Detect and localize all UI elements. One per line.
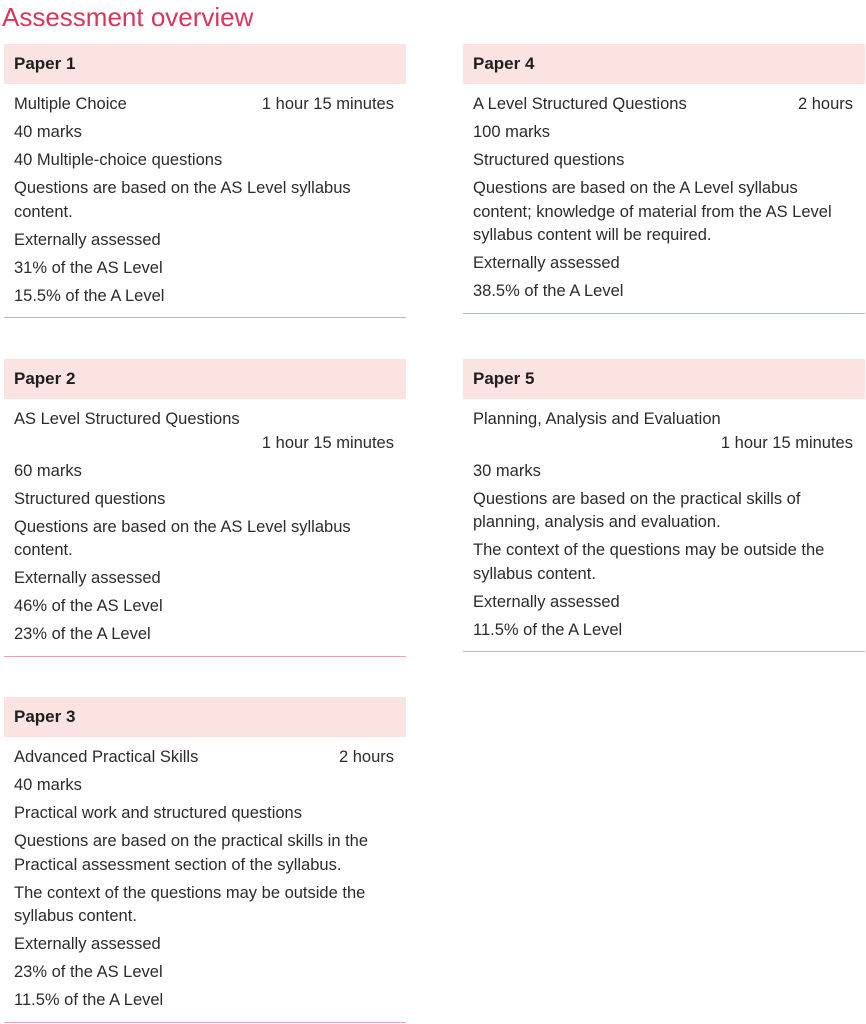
paper-assessment-mode: Externally assessed <box>473 592 620 611</box>
paper-4-card <box>463 44 865 314</box>
paper-name-row <box>473 408 853 455</box>
paper-details <box>4 737 406 1022</box>
paper-1-card <box>4 44 406 318</box>
paper-name: Planning, Analysis and Evaluation <box>473 410 721 428</box>
paper-duration: 2 hours <box>338 748 394 766</box>
paper-weighting-a: 11.5% of the A Level <box>473 620 623 639</box>
paper-content-note: Questions are based on the A Level syllabus content; knowledge of material from the AS Level syllabus content will be required. <box>473 179 832 244</box>
paper-content-note: Questions are based on the AS Level syllabus content. <box>14 179 351 221</box>
paper-weighting-a: 15.5% of the A Level <box>14 286 165 305</box>
paper-name-row <box>473 93 853 117</box>
paper-name: Advanced Practical Skills <box>14 748 199 766</box>
paper-content-note: Questions are based on the AS Level syllabus content. <box>14 517 351 559</box>
paper-2-card <box>4 359 406 657</box>
paper-details <box>4 84 406 317</box>
paper-content-note: Questions are based on the practical skills in the Practical assessment section of the syllabus. <box>14 832 369 874</box>
paper-weighting-as: 46% of the AS Level <box>14 597 163 615</box>
paper-weighting-as: 23% of the AS Level <box>14 963 163 981</box>
paper-marks: 100 marks <box>473 123 551 141</box>
paper-name: A Level Structured Questions <box>473 95 687 113</box>
page-title: Assessment overview <box>2 2 254 32</box>
paper-assessment-mode: Externally assessed <box>14 230 161 249</box>
paper-assessment-mode: Externally assessed <box>14 569 161 587</box>
paper-marks: 40 marks <box>14 776 82 794</box>
paper-name-row <box>14 93 394 117</box>
paper-weighting-as: 31% of the AS Level <box>14 258 163 277</box>
paper-5-card <box>463 359 865 652</box>
paper-name-row <box>14 746 394 770</box>
paper-duration: 2 hours <box>797 95 853 113</box>
paper-marks: 60 marks <box>14 461 82 480</box>
paper-details <box>463 84 865 313</box>
paper-question-type: Structured questions <box>14 489 166 508</box>
paper-heading: Paper 3 <box>4 697 406 737</box>
paper-3-card <box>4 697 406 1023</box>
paper-question-type: 40 Multiple-choice questions <box>14 151 223 169</box>
paper-weighting-a: 11.5% of the A Level <box>14 991 164 1009</box>
paper-weighting-a: 38.5% of the A Level <box>473 282 624 300</box>
paper-name-row <box>14 408 394 455</box>
paper-context-note: The context of the questions may be outside the syllabus content. <box>14 883 366 925</box>
paper-heading: Paper 5 <box>463 359 865 399</box>
paper-details <box>4 399 406 656</box>
paper-context-note: The context of the questions may be outside the syllabus content. <box>473 541 825 583</box>
paper-marks: 30 marks <box>473 461 541 480</box>
paper-duration: 1 hour 15 minutes <box>720 433 853 452</box>
paper-question-type: Structured questions <box>473 151 625 169</box>
paper-details <box>463 399 865 651</box>
paper-duration: 1 hour 15 minutes <box>261 95 394 113</box>
paper-marks: 40 marks <box>14 123 82 141</box>
paper-assessment-mode: Externally assessed <box>14 935 161 953</box>
paper-assessment-mode: Externally assessed <box>473 254 620 272</box>
paper-heading: Paper 4 <box>463 44 865 84</box>
paper-question-type: Practical work and structured questions <box>14 804 302 822</box>
paper-name: AS Level Structured Questions <box>14 410 240 428</box>
paper-name: Multiple Choice <box>14 95 127 113</box>
paper-heading: Paper 2 <box>4 359 406 399</box>
paper-heading: Paper 1 <box>4 44 406 84</box>
paper-weighting-a: 23% of the A Level <box>14 625 151 643</box>
paper-duration: 1 hour 15 minutes <box>261 433 394 452</box>
paper-content-note: Questions are based on the practical skills of planning, analysis and evaluation. <box>473 489 801 531</box>
